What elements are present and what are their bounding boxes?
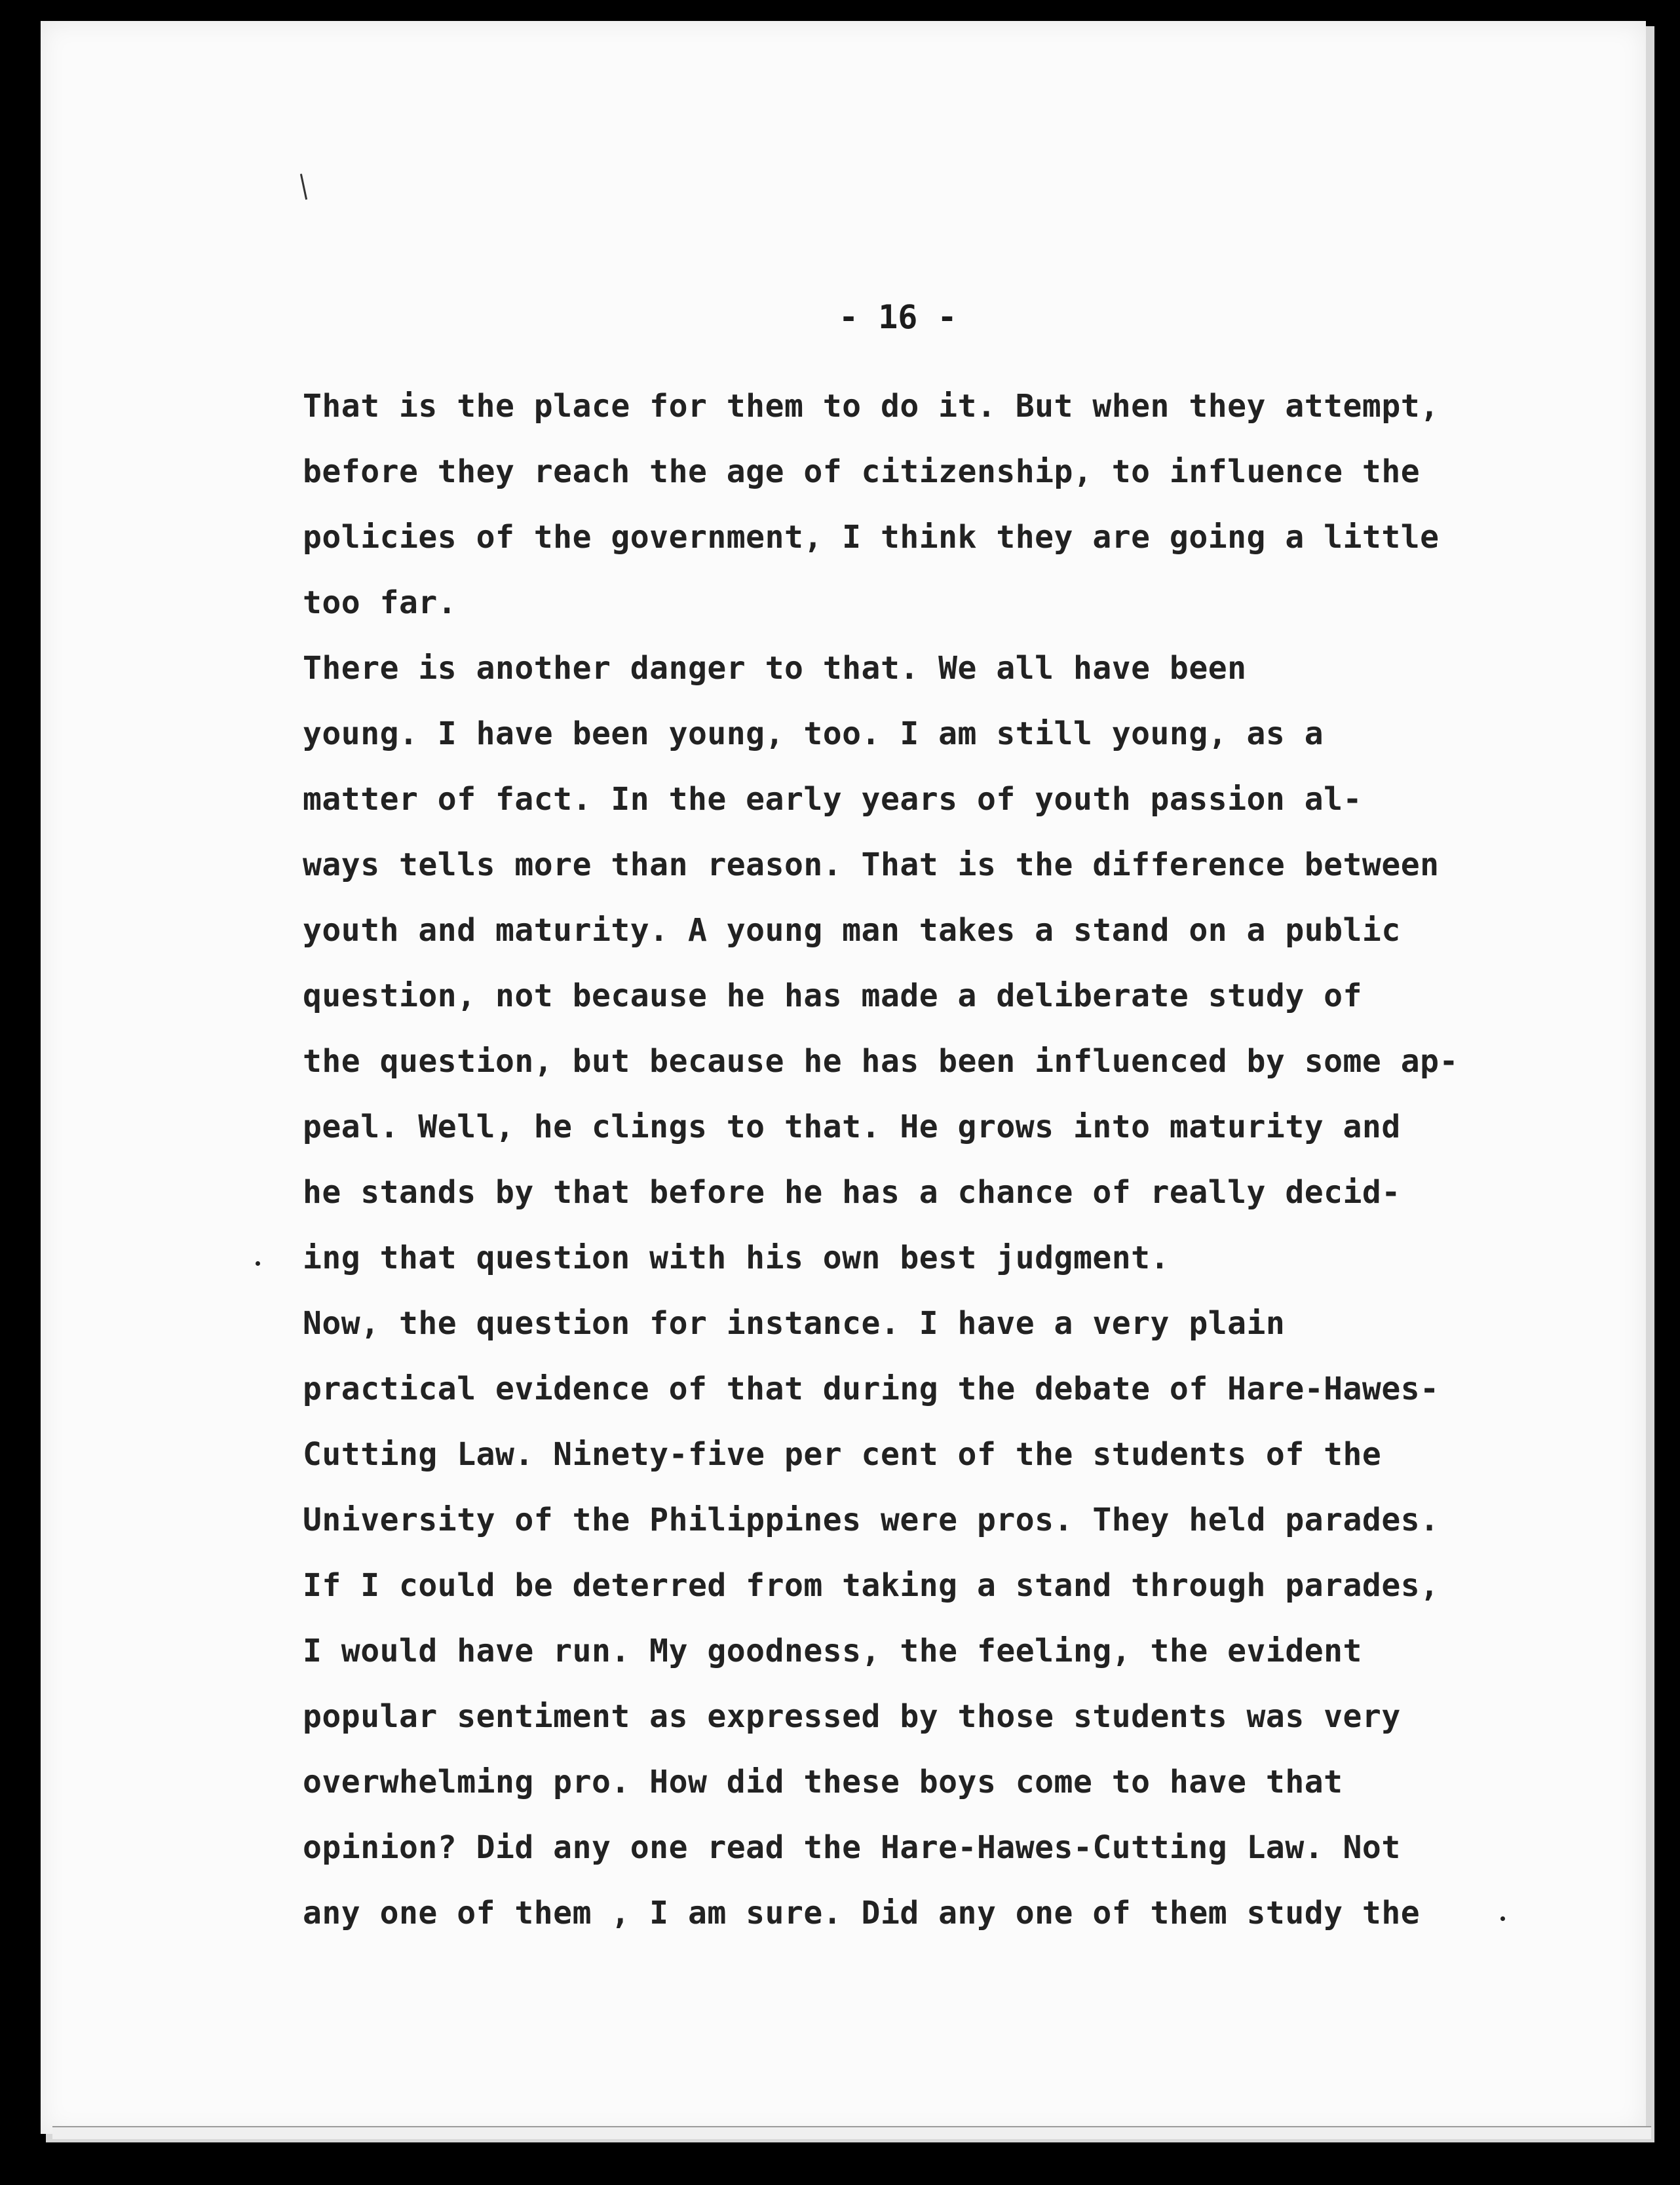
text-line-22: overwhelming pro. How did these boys come to have that bbox=[303, 1764, 1343, 1800]
text-line-18: University of the Philippines were pros. They held parades. bbox=[303, 1502, 1440, 1538]
text-line-19: If I could be deterred from taking a stand through parades, bbox=[303, 1567, 1440, 1604]
text-line-12: peal. Well, he clings to that. He grows into maturity and bbox=[303, 1109, 1401, 1145]
page-number: - 16 - bbox=[839, 298, 957, 336]
text-line-8: ways tells more than reason. That is the difference between bbox=[303, 846, 1440, 883]
text-line-5: There is another danger to that. We all have been bbox=[303, 650, 1247, 687]
text-line-15: Now, the question for instance. I have a very plain bbox=[303, 1305, 1286, 1342]
text-line-11: the question, but because he has been influenced by some ap- bbox=[303, 1043, 1459, 1080]
text-line-7: matter of fact. In the early years of youth passion al- bbox=[303, 781, 1362, 818]
typewritten-text bbox=[303, 388, 1567, 1960]
ink-speck bbox=[256, 1261, 260, 1266]
text-line-9: youth and maturity. A young man takes a stand on a public bbox=[303, 912, 1401, 949]
text-line-14: ing that question with his own best judgment. bbox=[303, 1240, 1170, 1276]
text-line-17: Cutting Law. Ninety-five per cent of the students of the bbox=[303, 1436, 1382, 1473]
text-line-6: young. I have been young, too. I am still young, as a bbox=[303, 715, 1324, 752]
text-line-10: question, not because he has made a deliberate study of bbox=[303, 978, 1362, 1014]
stacked-pages-edge bbox=[52, 2126, 1651, 2139]
text-line-24: any one of them , I am sure. Did any one of them study the bbox=[303, 1895, 1421, 1931]
text-line-1: That is the place for them to do it. But when they attempt, bbox=[303, 388, 1440, 425]
text-line-4: too far. bbox=[303, 584, 457, 621]
text-line-23: opinion? Did any one read the Hare-Hawes-Cutting Law. Not bbox=[303, 1829, 1401, 1866]
text-line-21: popular sentiment as expressed by those students was very bbox=[303, 1698, 1401, 1735]
text-line-3: policies of the government, I think they are going a little bbox=[303, 519, 1440, 556]
text-line-2: before they reach the age of citizenship, to influence the bbox=[303, 453, 1421, 490]
text-line-20: I would have run. My goodness, the feeling, the evident bbox=[303, 1633, 1362, 1669]
text-line-13: he stands by that before he has a chance of really decid- bbox=[303, 1174, 1401, 1211]
text-line-16: practical evidence of that during the debate of Hare-Hawes- bbox=[303, 1371, 1440, 1407]
